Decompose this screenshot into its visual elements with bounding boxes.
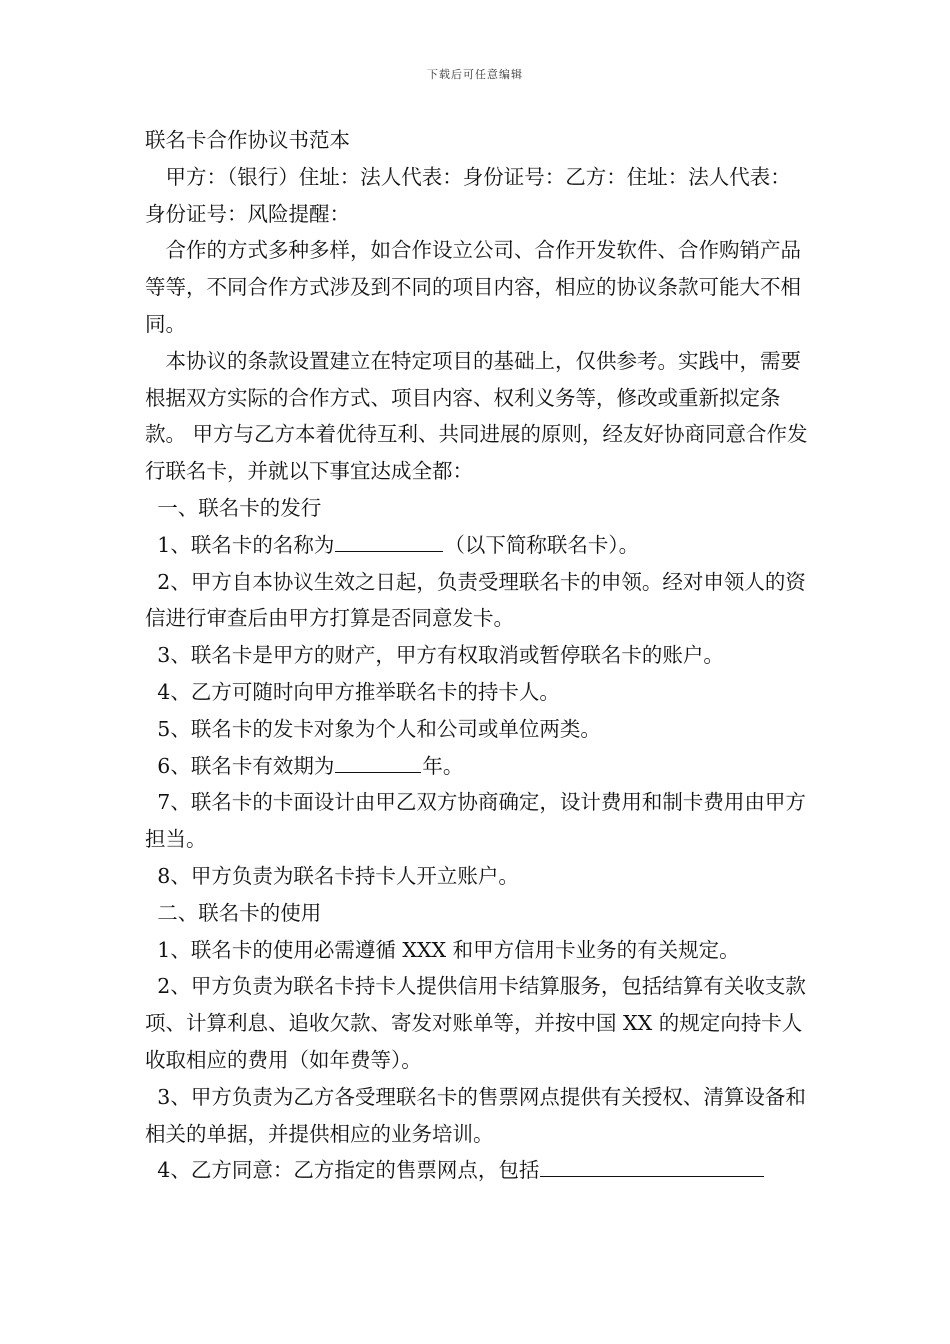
section-1-item-7: 7、联名卡的卡面设计由甲乙双方协商确定，设计费用和制卡费用由甲方担当。 <box>145 790 806 852</box>
section-2-item-3: 3、甲方负责为乙方各受理联名卡的售票网点提供有关授权、清算设备和相关的单据，并提供相应的业务培训。 <box>145 1084 806 1146</box>
section-2-item-4 <box>145 1152 810 1189</box>
document-title: 联名卡合作协议书范本 <box>145 128 350 152</box>
sales-sites-blank <box>540 1152 764 1177</box>
section-1-item-1 <box>145 527 810 564</box>
validity-term-blank <box>335 748 421 773</box>
item-text: 4、乙方同意：乙方指定的售票网点，包括 <box>157 1158 540 1183</box>
item-text: 1、联名卡的名称为 <box>157 532 335 557</box>
section-1-item-6 <box>145 748 810 785</box>
risk-paragraph-1: 合作的方式多种多样，如合作设立公司、合作开发软件、合作购销产品等等，不同合作方式涉及到不同的项目内容，相应的协议条款可能大不相同。 <box>145 238 801 336</box>
section-1-item-5: 5、联名卡的发卡对象为个人和公司或单位两类。 <box>157 716 601 741</box>
parties-paragraph: 甲方：（银行）住址：法人代表：身份证号：乙方：住址：法人代表：身份证号：风险提醒： <box>145 164 791 226</box>
section-1-item-8: 8、甲方负责为联名卡持卡人开立账户。 <box>157 863 519 888</box>
section-2-item-1: 1、联名卡的使用必需遵循 XXX 和甲方信用卡业务的有关规定。 <box>157 937 740 962</box>
section-1-item-3: 3、联名卡是甲方的财产，甲方有权取消或暂停联名卡的账户。 <box>157 643 724 668</box>
document-body <box>145 122 810 1189</box>
header-note: 下载后可任意编辑 <box>427 68 523 81</box>
risk-paragraph-2: 本协议的条款设置建立在特定项目的基础上，仅供参考。实践中，需要根据双方实际的合作方式、项目内容、权利义务等，修改或重新拟定条款。 甲方与乙方本着优待互利、共同进展的原则，经友好协商同意合作发行联名卡，并就以下事宜达成全都： <box>145 348 808 484</box>
card-name-blank <box>335 527 443 552</box>
section-1-item-2: 2、甲方自本协议生效之日起，负责受理联名卡的申领。经对申领人的资信进行审查后由甲方打算是否同意发卡。 <box>145 569 806 631</box>
section-1-heading: 一、联名卡的发行 <box>157 495 322 520</box>
section-1-item-4: 4、乙方可随时向甲方推举联名卡的持卡人。 <box>157 679 560 704</box>
section-2-item-2: 2、甲方负责为联名卡持卡人提供信用卡结算服务，包括结算有关收支款项、计算利息、追收欠款、寄发对账单等，并按中国 XX 的规定向持卡人收取相应的费用（如年费等）。 <box>145 974 806 1072</box>
item-text: 6、联名卡有效期为 <box>157 753 335 778</box>
item-text: 年。 <box>422 753 464 778</box>
section-2-heading: 二、联名卡的使用 <box>157 900 322 925</box>
item-text: （以下简称联名卡）。 <box>444 532 640 557</box>
